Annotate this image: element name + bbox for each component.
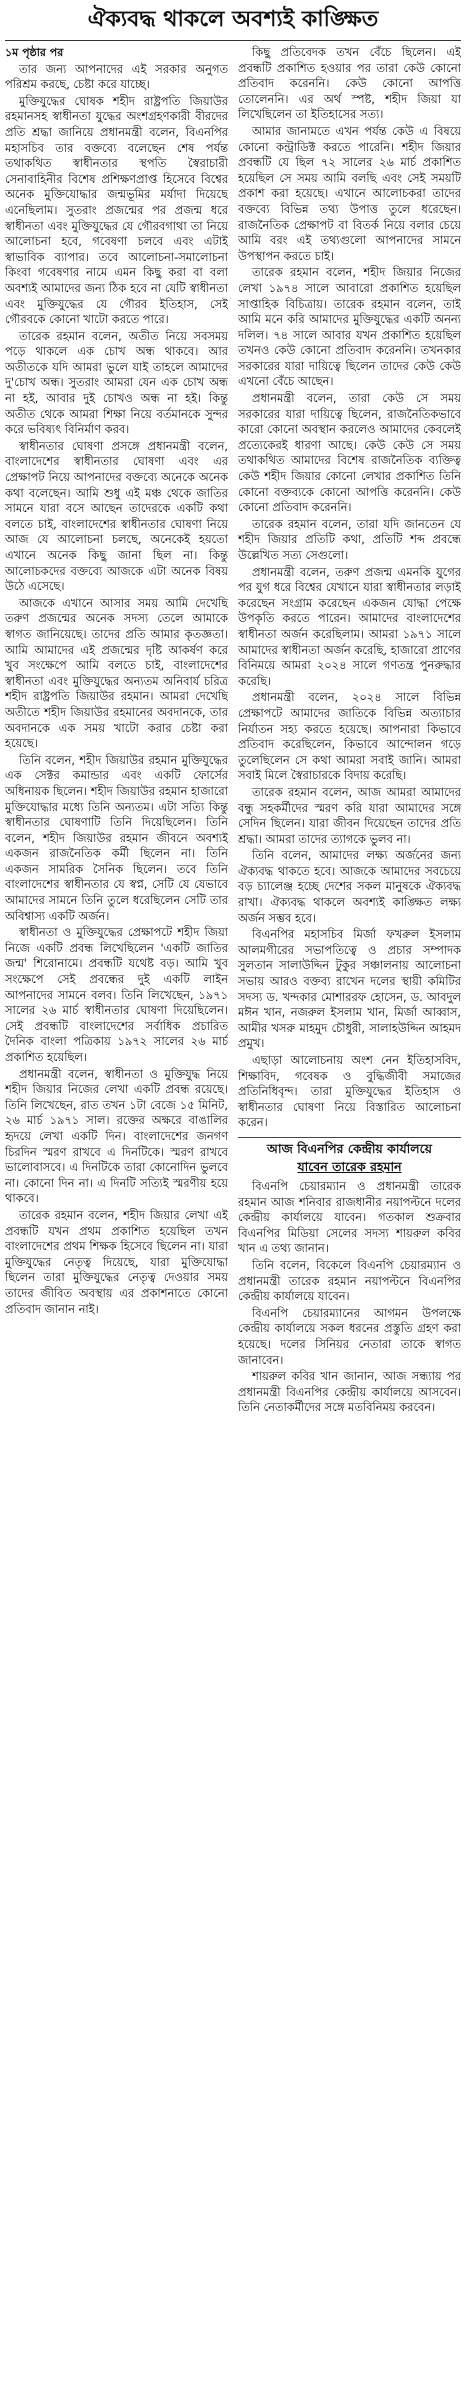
article-paragraph: তিনি বলেন, শহীদ জিয়াউর রহমান মুক্তিযুদ্ধের এক সেক্টর কমান্ডার এবং একটি ফোর্সের অধিনায়ক ছিলেন। শহীদ জিয়াউর রহমান হাজারো মুক্তিযোদ্ধার মধ্যে তিনি অন্যতম। এটা সত্যি কিন্তু স্বাধীনতার ঘোষণাটি তিনি দিয়েছিলেন। তিনি বলেন, শহীদ জিয়াউর রহমান জীবনে অবশ্যই একজন রাজনৈতিক কর্মী ছিলেন না। তিনি একজন সামরিক সৈনিক ছিলেন। তবে তিনি বাংলাদেশের স্বাধীনতার যে স্বপ্ন, সেটি যে যেভাবে আমাদের সামনে তিনি তুলে ধরেছিলেন সেটি তার অবিশ্বাস্য একটি অর্জন। [5,752,228,923]
article-paragraph: তারেক রহমান বলেন, তারা যদি জানতেন যে শহীদ জিয়ার প্রতিটি কথা, প্রতিটি শব্দ প্রবন্ধে উল্লেখিত সত্য সেগুলো। [238,516,461,562]
sub-article-headline: যাবেন তারেক রহমান [297,1158,402,1174]
article-paragraph: কিছু প্রতিবেদক তখন বেঁচে ছিলেন। এই প্রবন্ধটি প্রকাশিত হওয়ার পর তারা কেউ কোনো প্রতিবাদ করেননি। কেউ কোনো আপত্তি তোলেননি। এর অর্থ স্পষ্ট, শহীদ জিয়া যা লিখেছিলেন তা ইতিহাসের সত্য। [238,45,461,122]
article-paragraph: মুক্তিযুদ্ধের ঘোষক শহীদ রাষ্ট্রপতি জিয়াউর রহমানসহ স্বাধীনতা যুদ্ধের অংশগ্রহণকারী বীরদের প্রতি শ্রদ্ধা জানিয়ে প্রধানমন্ত্রী বলেন, বিএনপির মহাসচিব তার বক্তব্যে বলেছেন শেষ পর্যন্ত তথাকথিত স্বাধীনতার স্থপতি স্বৈরাচারী সেনাবাহিনীর বিশেষ প্রশিক্ষণপ্রাপ্ত হিসেবে বিশ্বের অনেক মুক্তিযোদ্ধার জন্মভূমির মর্যাদা দিয়েছে এনেছিলাম। সুতরাং প্রজন্মের পর প্রজন্ম ধরে স্বাধীনতা এবং মুক্তিযুদ্ধের যে গৌরবগাথা তা নিয়ে আলোচনা হবে, গবেষণা চলবে এবং এটাই স্বাভাবিক ব্যাপার। তবে আলোচনা-সমালোচনা কিংবা গবেষণার নামে এমন কিছু করা বা বলা অবশ্যই আমাদের জন্য ঠিক হবে না যেটি স্বাধীনতা এবং মুক্তিযুদ্ধের যে গৌরব ইতিহাস, সেই গৌরবকে কোনো খাটো করতে পারে। [5,93,228,327]
article-paragraph: এছাড়া আলোচনায় অংশ নেন ইতিহাসবিদ, শিক্ষাবিদ, গবেষক ও বুদ্ধিজীবী সমাজের প্রতিনিধিবৃন্দ। তারা মুক্তিযুদ্ধের ইতিহাস ও স্বাধীনতার ঘোষণা নিয়ে বিস্তারিত আলোচনা করেন। [238,1053,461,1130]
column-right [238,45,461,2395]
article-paragraph: আমার জানামতে এখন পর্যন্ত কেউ এ বিষয়ে কোনো কন্ট্রাডিক্ট করতে পারেনি। শহীদ জিয়ার প্রবন্ধটি যে ছিল ৭২ সালের ২৬ মার্চ প্রকাশিত হয়েছিল সে সময় আমি বলছি এবং সেই সময়টি প্রকাশ করা হয়েছে। এখানে আলোচকরা তাদের বক্তব্যে বিভিন্ন তথ্য উপাত্ত তুলে ধরেছেন। রাজনৈতিক প্রেক্ষাপট বা বিতর্ক নিয়ে বলার চেয়ে আমি বরং এই তথ্যগুলো আপনাদের সামনে উপস্থাপন করতে চাই। [238,123,461,263]
article-paragraph: তিনি বলেন, বিকেলে বিএনপি চেয়ারম্যান ও প্রধানমন্ত্রী তারেক রহমান নয়াপল্টনে বিএনপির কেন্দ্রীয় কার্যালয়ে যাবেন। [238,1257,461,1304]
sub-article-body [238,1179,461,1416]
article-paragraph: তিনি বলেন, আমাদের লক্ষ্য অর্জনের জন্য ঐক্যবদ্ধ থাকতে হবে। আজকে আমাদের সবচেয়ে বড় চ্যালেঞ্জ হচ্ছে দেশের সকল মানুষকে ঐক্যবদ্ধ রাখা। ঐক্যবদ্ধ থাকলে অবশ্যই কাঙ্ক্ষিত লক্ষ্য অর্জন সম্ভব হবে। [238,848,461,925]
article-headline: ঐক্যবদ্ধ থাকলে অবশ্যই কাঙ্ক্ষিত [87,6,379,32]
article-paragraph: প্রধানমন্ত্রী বলেন, ২০২৪ সালে বিভিন্ন প্রেক্ষাপটে আমাদের জাতিকে বিভিন্ন অত্যাচার নির্যাতন সহ্য করতে হয়েছে। আপনারা কিভাবে প্রতিবাদ করেছিলেন, কিভাবে আন্দোলন গড়ে তুলেছিলেন সে কথা আমরা সবাই জানি। আমরা সবাই মিলে স্বৈরাচারকে বিদায় করেছি। [238,690,461,783]
sub-article-kicker: আজ বিএনপির কেন্দ্রীয় কার্যালয়ে [238,1137,461,1158]
article-paragraph: প্রধানমন্ত্রী বলেন, স্বাধীনতা ও মুক্তিযুদ্ধ নিয়ে শহীদ জিয়ার নিজের লেখা একটি প্রবন্ধ রয়েছে। তিনি লিখেছেন, রাত তখন ১টা বেজে ১৫ মিনিট, ২৬ মার্চ ১৯৭১ সাল। রক্তের অক্ষরে বাঙালির হৃদয়ে লেখা একটি দিন। বাংলাদেশের জনগণ চিরদিন স্মরণ রাখবে এ দিনটিকে। স্মরণ রাখবে ভালোবাসবে। এ দিনটিকে তারা কোনোদিন ভুলবে না। কোনো দিন না। এ দিনটি সত্যিই স্মরণীয় হয়ে থাকবে। [5,1066,228,1206]
article-columns [5,45,461,2395]
headline-divider [5,40,461,41]
article-paragraph: বিএনপি চেয়ারম্যান ও প্রধানমন্ত্রী তারেক রহমান আজ শনিবার রাজধানীর নয়াপল্টনে দলের কেন্দ্রীয় কার্যালয়ে যাবেন। গতকাল শুক্রবার বিএনপির মিডিয়া সেলের সদস্য শায়রুল কবির খান এ তথ্য জানান। [238,1178,461,1256]
article-paragraph: প্রধানমন্ত্রী বলেন, তারা কেউ সে সময় সরকারের যারা দায়িত্বে ছিলেন, রাজনৈতিকভাবে কারো কোনো অবস্থান করলেও আমাদের কেবলেই প্রত্যেকেরই ধারণা আছে। কেউ কেউ সে সময় তথাকথিত আমাদের বিশেষ রাজনৈতিক ব্যক্তিত্ব কেউ শহীদ জিয়ার কোনো লেখার প্রকাশিত তিনি কোনো বক্তব্যকে কোনো আপত্তি করেননি। কেউ কোনো প্রতিবাদ করেননি। [238,391,461,515]
column-right-main [238,45,461,1131]
article-paragraph: তারেক রহমান বলেন, অতীত নিয়ে সবসময় পড়ে থাকলে এক চোখ অন্ধ থাকবে। আর অতীতকে যদি আমরা ভুলে যাই তাহলে আমাদের দু'চোখ অন্ধ। সুতরাং আমরা যেন এক চোখ অন্ধ না হই, আবার দুই চোখও অন্ধ না হই। কিন্তু অতীত থেকে আমরা শিক্ষা নিয়ে বর্তমানকে সুন্দর করে ভবিষ্যৎ বিনির্মাণ করব। [5,328,228,437]
article-paragraph: বিএনপির মহাসচিব মির্জা ফখরুল ইসলাম আলমগীরের সভাপতিত্বে ও প্রচার সম্পাদক সুলতান সালাউদ্দিন টুকুর সঞ্চালনায় আলোচনা সভায় আরও বক্তব্য রাখেন দলের স্থায়ী কমিটির সদস্য ড. খন্দকার মোশাররফ হোসেন, ড. আবদুল মঈন খান, নজরুল ইসলাম খান, মির্জা আব্বাস, আমীর খসরু মাহমুদ চৌধুরী, সালাহউদ্দিন আহমদ প্রমুখ। [238,927,461,1051]
article-paragraph: স্বাধীনতার ঘোষণা প্রসঙ্গে প্রধানমন্ত্রী বলেন, বাংলাদেশের স্বাধীনতার ঘোষণা এবং এর প্রেক্ষাপট নিয়ে আপনাদের বক্তব্যে অনেকে অনেক কথা বলেছেন। আমি শুধু এই মঞ্চ থেকে জাতির সামনে যারা বসে আছেন তাদেরকে একটি কথা বলতে চাই, বাংলাদেশের স্বাধীনতার ঘোষণা নিয়ে আজ যে আলোচনা চলছে, অনেকেই হয়তো এখানে অনেক কিছু জানা ছিল না। কিন্তু আলোচকদের বক্তব্যে আজকে এটা অনেক বিষয় উঠে এসেছে। [5,438,228,594]
article-paragraph: স্বাধীনতা ও মুক্তিযুদ্ধের প্রেক্ষাপটে শহীদ জিয়া নিজে একটি প্রবন্ধ লিখেছিলেন 'একটি জাতির জন্ম' শিরোনামে। প্রবন্ধটি যথেষ্ট বড়। আমি খুব সংক্ষেপে সেই প্রবন্ধের দুই একটি লাইন আপনাদের সামনে বলব। তিনি লিখেছেন, ১৯৭১ সালের ২৬ মার্চ স্বাধীনতার ঘোষণা দিয়েছিলেন। সেই প্রবন্ধটি বাংলাদেশের সর্বাধিক প্রচারিত দৈনিক বাংলা পত্রিকায় ১৯৭২ সালের ২৬ মার্চ প্রকাশিত হয়েছিল। [5,925,228,1064]
article-paragraph: প্রধানমন্ত্রী বলেন, তরুণ প্রজন্ম এমনকি যুগের পর যুগ ধরে বিশ্বের যেখানে যারা স্বাধীনতার লড়াই করেছেন সংগ্রাম করেছেন একজন যোদ্ধা পেক্ষে উপকৃতি করতে পারেন। আমাদের বাংলাদেশের স্বাধীনতা অর্জন করেছিলাম। আমরা ১৯৭১ সালে আমাদের স্বাধীনতা অর্জন করেছি, হাজারো প্রাণের বিনিময়ে আমরা ২০২৪ সালে গণতন্ত্র পুনরুদ্ধার করেছি। [238,564,461,688]
article-paragraph: তারেক রহমান বলেন, আজ আমরা আমাদের বন্ধু সহকর্মীদের স্মরণ করি যারা আমাদের সঙ্গে সেদিন ছিলেন। যারা জীবন দিয়েছেন তাদের প্রতি শ্রদ্ধা। আমরা তাদের ত্যাগকে ভুলব না। [238,784,461,846]
article-paragraph: তারেক রহমান বলেন, শহীদ জিয়ার নিজের লেখা ১৯৭৪ সালে আবারো প্রকাশিত হয়েছিল সাপ্তাহিক বিচিত্রায়। তারেক রহমান বলেন, তাই আমি মনে করি আমাদের মুক্তিযুদ্ধের একটি অনন্য দলিল। ৭৪ সালে আবার যখন প্রকাশিত হয়েছিল তখনও কেউ কোনো প্রতিবাদ করেননি। তখনকার সরকারের যারা দায়িত্বে ছিলেন তাদের কেউ কেউ এখনো বেঁচে আছেন। [238,265,461,389]
column-left [5,45,228,2395]
article-paragraph: তার জন্য আপনাদের এই সরকার অনুগত পরিশ্রম করছে, চেষ্টা করে যাচ্ছে। [5,61,228,92]
article-paragraph: তারেক রহমান বলেন, শহীদ জিয়ার লেখা এই প্রবন্ধটি যখন প্রথম প্রকাশিত হয়েছিল তখন বাংলাদেশের প্রথম শিক্ষক হিসেবে ছিলেন না। যারা মুক্তিযুদ্ধের নেতৃত্ব দিয়েছে, যারা মুক্তিযোদ্ধা ছিলেন তারা মুক্তিযুদ্ধের নেতৃত্ব দেওয়ার সময় তাদের জীবিত অবস্থায় এর প্রকাশনাতে কোনো প্রতিবাদ জানান নাই। [5,1207,228,1316]
continued-marker: ১ম পৃষ্ঠার পর [5,46,64,59]
article-paragraph: শায়রুল কবির খান জানান, আজ সন্ধ্যায় পর প্রধানমন্ত্রী বিএনপির কেন্দ্রীয় কার্যালয়ে আসবেন। তিনি নেতাকর্মীদের সঙ্গে মতবিনিময় করবেন। [238,1369,461,1415]
article-paragraph: বিএনপি চেয়ারম্যানের আগমন উপলক্ষে কেন্দ্রীয় কার্যালয়ে সকল ধরনের প্রস্তুতি গ্রহণ করা হয়েছে। দলের সিনিয়র নেতারা তাকে স্বাগত জানাবেন। [238,1305,461,1367]
article-paragraph: আজকে এখানে আসার সময় আমি দেখেছি তরুণ প্রজন্মের অনেক সদস্য তেলে আমাকে স্বাগত জানিয়েছে। তাদের প্রতি আমার কৃতজ্ঞতা। আমি আমাদের এই প্রজন্মের দৃষ্টি আকর্ষণ করে খুব সংক্ষেপে আমি বলতে চাই, বাংলাদেশের স্বাধীনতা এবং মুক্তিযুদ্ধের অন্যতম অনিবার্য চরিত্র শহীদ রাষ্ট্রপতি জিয়াউর রহমান। আমরা দেখেছি অতীতে শহীদ জিয়াউর রহমানের অবদানকে, তার অবদানকে এক সময় খাটো করার চেষ্টা করা হয়েছে। [5,595,228,751]
